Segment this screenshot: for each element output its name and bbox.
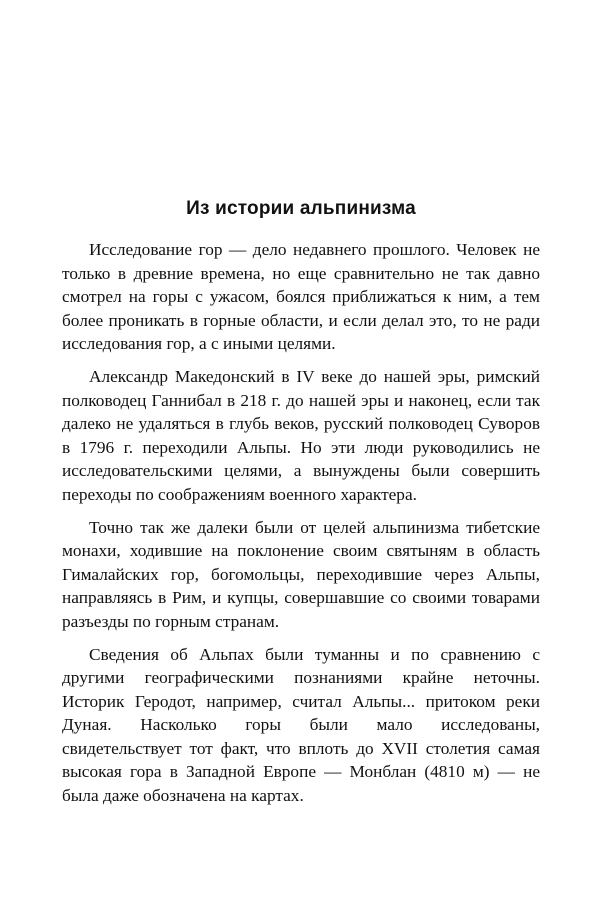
paragraph-2: Александр Македонский в IV веке до нашей эры, римский полководец Ганнибал в 218 г. до нашей эры и наконец, если так далеко не удаляться в глубь веков, русский полководец Суворов в 1796 г. переходили Альпы. Но эти люди руководились не исследовательскими целями, а вынуждены были совершить переходы по соображениям военного характера.: [62, 366, 540, 504]
paragraph-3: Точно так же далеки были от целей альпинизма тибетские монахи, ходившие на поклонение своим святыням в область Гималайских гор, богомольцы, переходившие через Альпы, направляясь в Рим, и купцы, совершавшие со своими товарами разъезды по горным странам.: [62, 517, 540, 631]
chapter-title: Из истории альпинизма: [186, 198, 416, 219]
book-page: [62, 198, 540, 817]
paragraph-1: Исследование гор — дело недавнего прошлого. Человек не только в древние времена, но еще сравнительно не так давно смотрел на горы с ужасом, боялся приближаться к ним, а тем более проникать в горные области, и если делал это, то не ради исследования гор, а с иными целями.: [62, 240, 540, 354]
paragraph-4: Сведения об Альпах были туманны и по сравнению с другими географическими познаниями крайне неточны. Историк Геродот, например, считал Альпы... притоком реки Дуная. Насколько горы были мало исследованы, свидетельствует тот факт, что вплоть до XVII столетия самая высокая гора в Западной Европе — Монблан (4810 м) — не была даже обозначена на картах.: [62, 644, 540, 806]
